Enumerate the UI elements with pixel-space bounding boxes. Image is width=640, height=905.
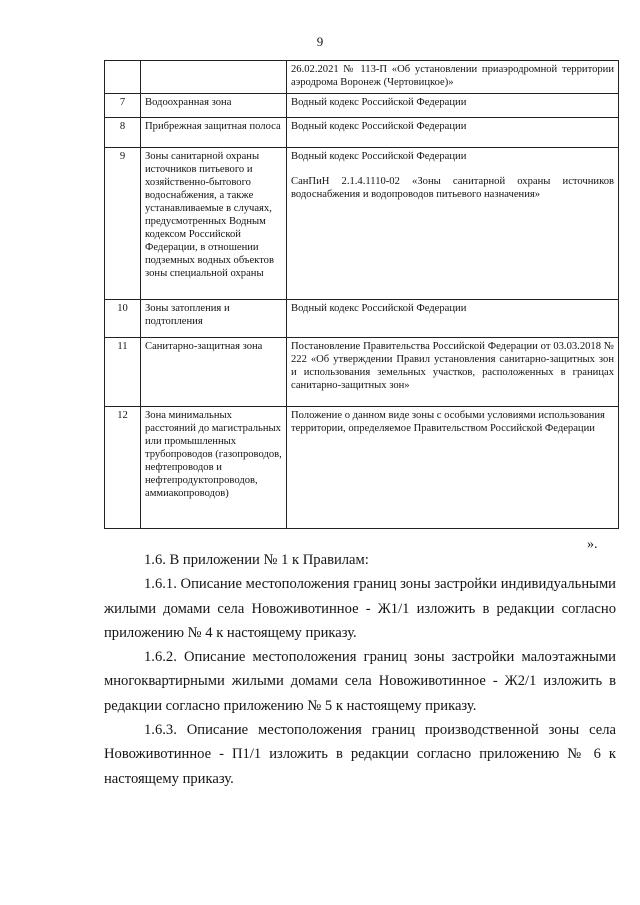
legal-basis: Постановление Правительства Российской Федерации от 03.03.2018 № 222 «Об утверждении Правил установления санитарно-защитных зон и использования земельных участков, расположенных в границах санитарно-защитных зон» [287, 338, 619, 407]
legal-basis: Водный кодекс Российской Федерации СанПиН 2.1.4.1110-02 «Зоны санитарной охраны источников водоснабжения и водопроводов питьевого назначения» [287, 148, 619, 300]
table-row [105, 148, 619, 300]
row-number [105, 61, 141, 94]
row-number: 9 [105, 148, 141, 300]
table-row [105, 407, 619, 529]
paragraph-1-6-1: 1.6.1. Описание местоположения границ зоны застройки индивидуальными жилыми домами села Новоживотинное - Ж1/1 изложить в редакции согласно приложению № 4 к настоящему приказу. [104, 576, 616, 641]
table-row [105, 338, 619, 407]
table-row [105, 61, 619, 94]
legal-basis: Водный кодекс Российской Федерации [287, 300, 619, 338]
row-number: 11 [105, 338, 141, 407]
zone-name: Прибрежная защитная полоса [141, 118, 287, 148]
paragraph-1-6-3: 1.6.3. Описание местоположения границ производственной зоны села Новоживотинное - П1/1 изложить в редакции согласно приложению № 6 к настоящему приказу. [104, 722, 616, 787]
row-number: 12 [105, 407, 141, 529]
paragraph-1-6: 1.6. В приложении № 1 к Правилам: [144, 552, 369, 568]
legal-basis: 26.02.2021 № 113-П «Об установлении приаэродромной территории аэродрома Воронеж (Чертовицкое)» [287, 61, 619, 94]
legal-basis: Водный кодекс Российской Федерации [287, 118, 619, 148]
zone-name: Зона минимальных расстояний до магистральных или промышленных трубопроводов (газопроводов, нефтепроводов и нефтепродуктопроводов, аммиакопроводов) [141, 407, 287, 529]
table-row [105, 118, 619, 148]
table-row [105, 300, 619, 338]
row-number: 7 [105, 94, 141, 118]
zone-name: Санитарно-защитная зона [141, 338, 287, 407]
zone-name: Зоны затопления и подтопления [141, 300, 287, 338]
zones-table [104, 60, 619, 529]
zone-name: Водоохранная зона [141, 94, 287, 118]
row-number: 10 [105, 300, 141, 338]
paragraph-1-6-2: 1.6.2. Описание местоположения границ зоны застройки малоэтажными многоквартирными жилыми домами села Новоживотинное - Ж2/1 изложить в редакции согласно приложению № 5 к настоящему приказу. [104, 649, 616, 714]
closing-quote: ». [587, 537, 598, 552]
body-text [104, 548, 616, 791]
table-row [105, 94, 619, 118]
zone-name [141, 61, 287, 94]
page-number: 9 [316, 34, 324, 49]
row-number: 8 [105, 118, 141, 148]
legal-basis: Положение о данном виде зоны с особыми условиями использования территории, определяемое Правительством Российской Федерации [287, 407, 619, 529]
zone-name: Зоны санитарной охраны источников питьевого и хозяйственно-бытового водоснабжения, а также устанавливаемые в случаях, предусмотренных Водным кодексом Российской Федерации, в отношении подземных водных объектов зоны специальной охраны [141, 148, 287, 300]
legal-basis: Водный кодекс Российской Федерации [287, 94, 619, 118]
